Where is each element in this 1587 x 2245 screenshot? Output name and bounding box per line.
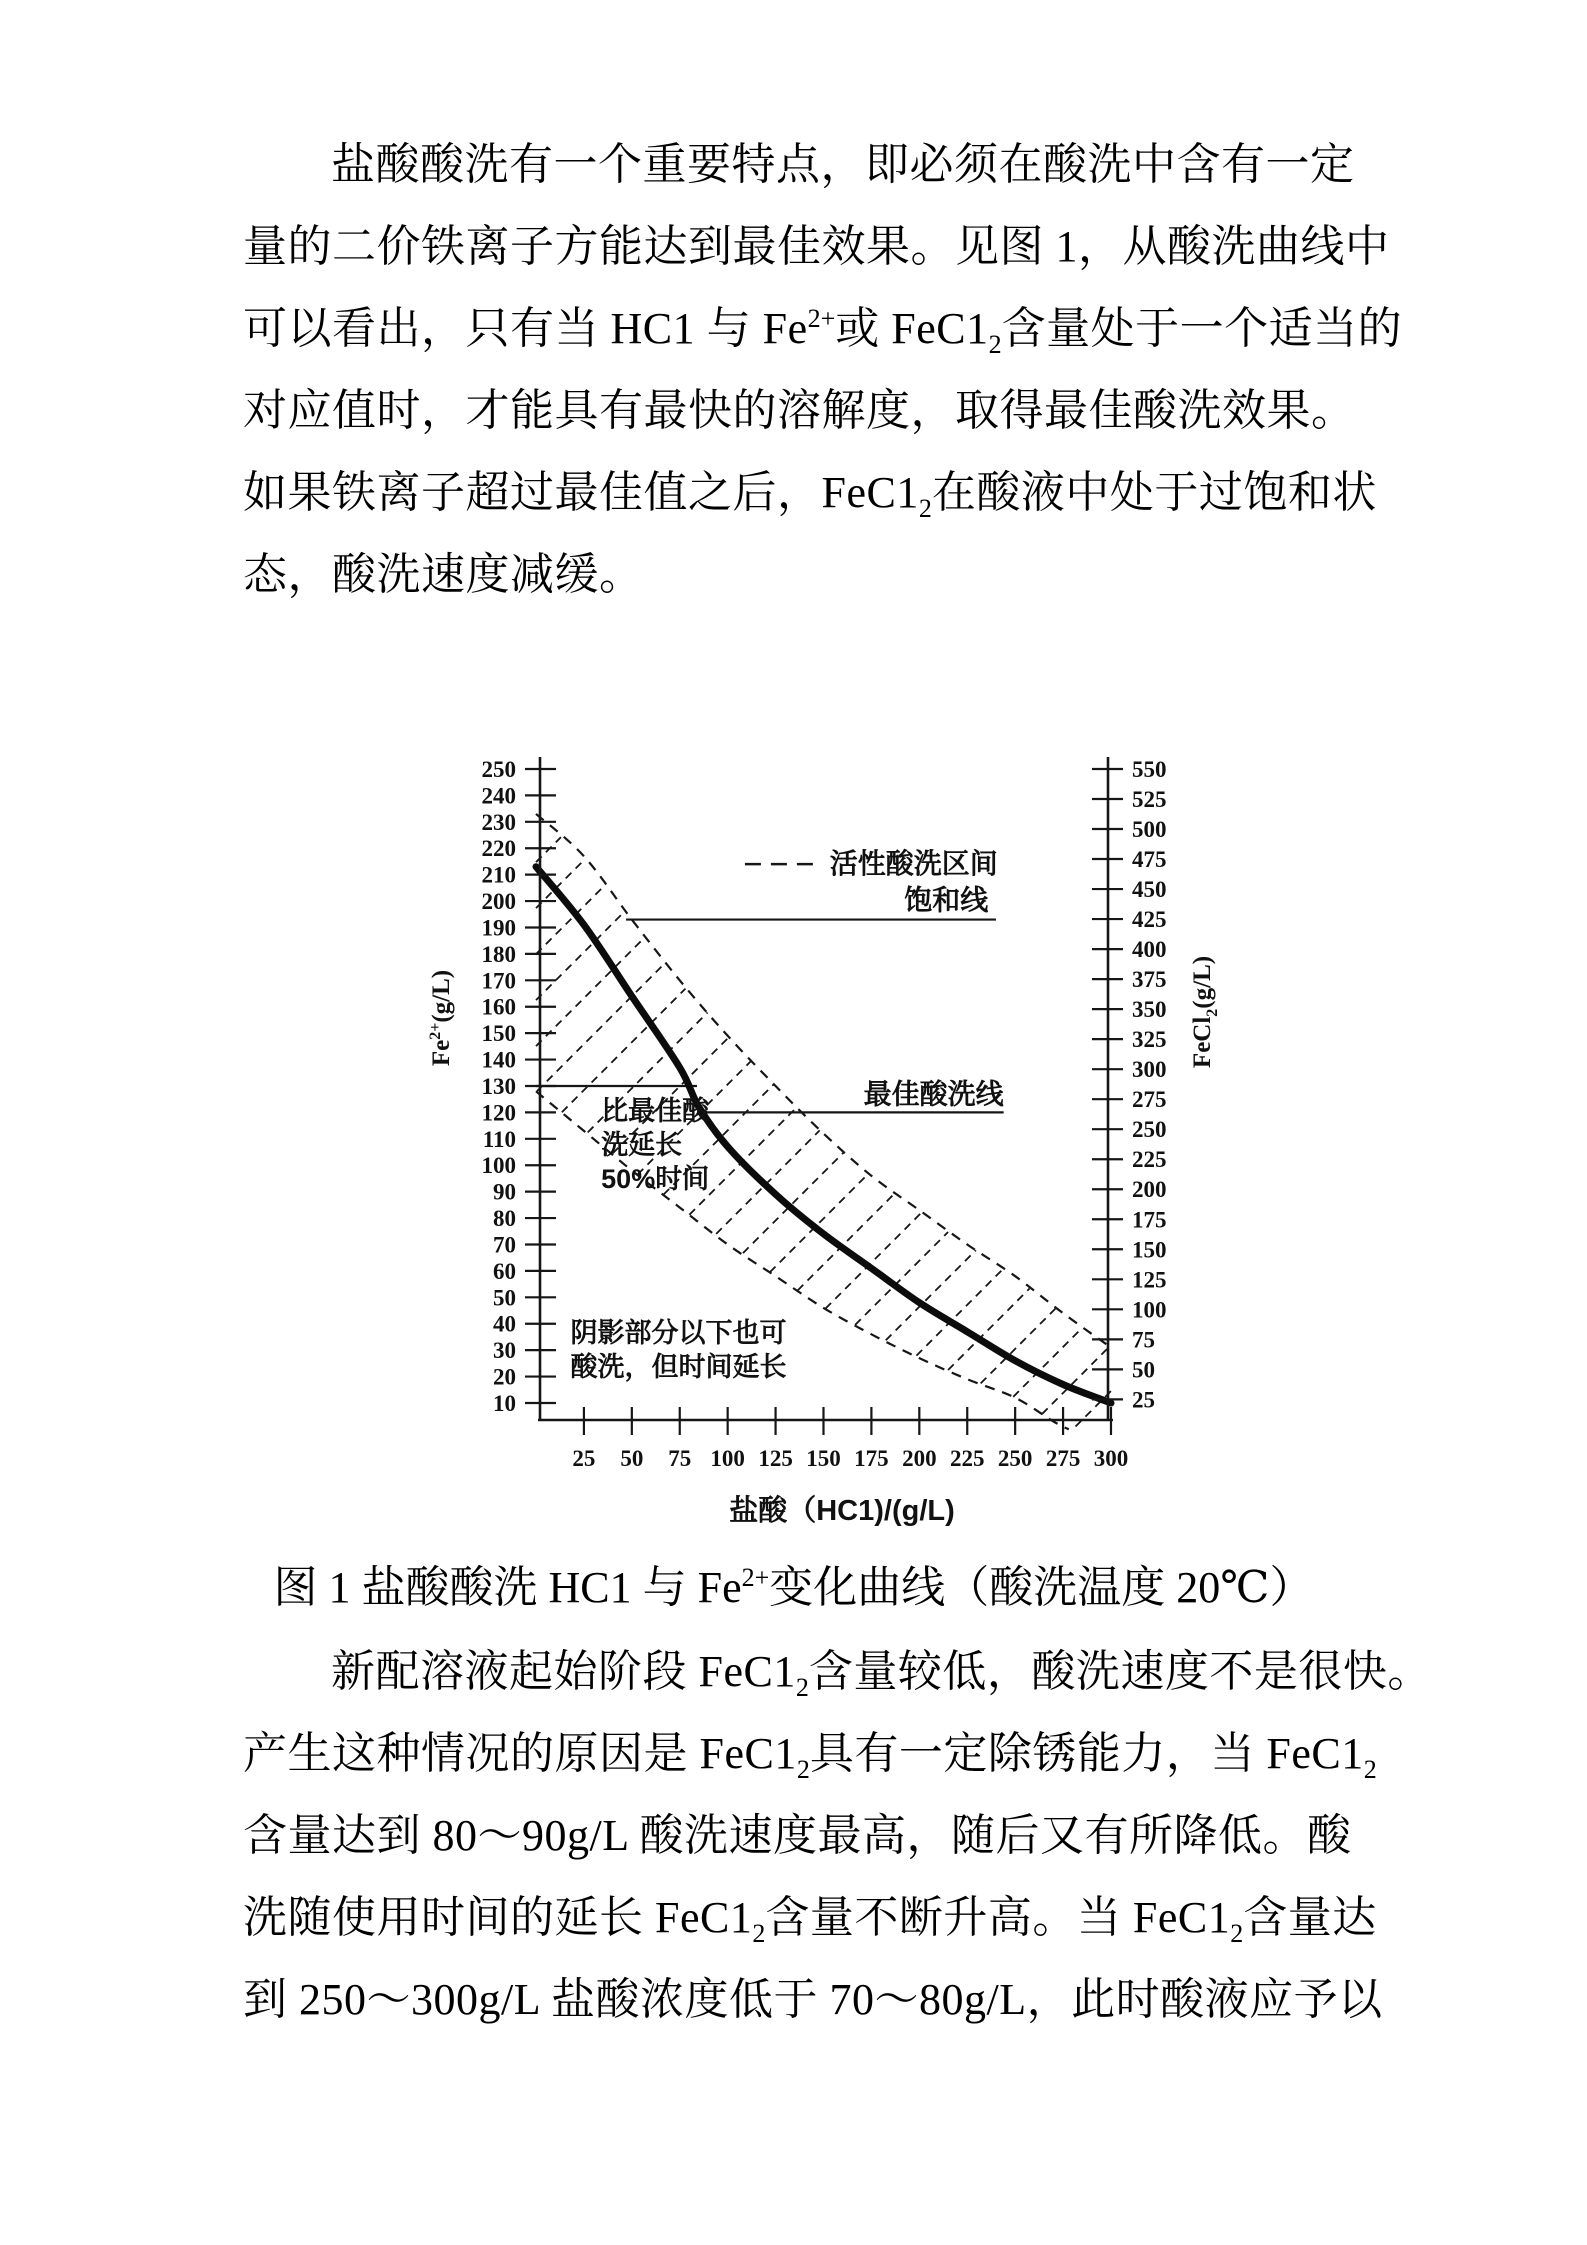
- text-segment: 对应值时，才能具有最快的溶解度，取得最佳酸洗效果。: [243, 386, 1356, 435]
- subscript: 2: [918, 494, 932, 523]
- superscript: 2+: [741, 1563, 770, 1592]
- superscript: 2+: [807, 304, 836, 333]
- y-left-tick-label: 110: [482, 1126, 516, 1152]
- y-left-tick-label: 30: [493, 1338, 516, 1364]
- y-right-tick-label: 325: [1132, 1027, 1167, 1053]
- y-right-tick-label: 75: [1132, 1327, 1155, 1353]
- y-left-tick-label: 220: [481, 836, 516, 862]
- y-left-tick-label: 200: [481, 889, 516, 915]
- y-right-tick-label: 450: [1132, 877, 1167, 903]
- y-left-tick-label: 180: [481, 941, 516, 967]
- y-right-tick-label: 275: [1132, 1087, 1167, 1113]
- y-left-tick-label: 60: [493, 1258, 516, 1284]
- x-tick-label: 300: [1093, 1446, 1129, 1471]
- y-right-tick-label: 500: [1132, 817, 1167, 843]
- text-line: [243, 1795, 1353, 1877]
- subscript: 2: [1230, 1919, 1244, 1948]
- text-line: [243, 206, 1390, 288]
- y-left-tick-label: 120: [481, 1100, 516, 1126]
- y-left-tick-label: 170: [481, 968, 516, 994]
- saturation-line-label: 饱和线: [904, 884, 989, 916]
- legend: [745, 847, 998, 879]
- y-right-tick-label: 150: [1132, 1237, 1167, 1263]
- figure-1: [420, 740, 1232, 1540]
- y-right-tick-label: 550: [1132, 756, 1167, 782]
- y-right-tick-label: 25: [1132, 1387, 1155, 1413]
- x-tick-label: 25: [572, 1446, 596, 1471]
- text-segment: 态，酸洗速度减缓。: [243, 550, 644, 599]
- text-line: [243, 370, 1356, 452]
- y-left-tick-label: 150: [481, 1021, 516, 1047]
- x-axis-title: 盐酸（HC1)/(g/L): [729, 1495, 955, 1527]
- chart-annotation-line: 50%时间: [601, 1163, 710, 1194]
- paragraph-2: [243, 1631, 1432, 2041]
- y-left-tick-label: 130: [481, 1073, 516, 1099]
- text-segment: 含量处于一个适当的: [1001, 304, 1403, 353]
- x-tick-label: 175: [854, 1446, 889, 1471]
- y-right-tick-label: 100: [1132, 1297, 1167, 1323]
- y-axis-right-title: FeCl$_2$(g/L): [1189, 955, 1221, 1069]
- y-left-tick-label: 190: [481, 915, 516, 941]
- subscript: 2: [795, 1673, 809, 1702]
- subscript: 2: [752, 1919, 766, 1948]
- y-right-tick-label: 350: [1132, 997, 1167, 1023]
- y-left-tick-label: 10: [493, 1390, 516, 1416]
- reference-lines: [536, 885, 1005, 1113]
- figure-1-chart: [420, 740, 1232, 1540]
- y-left-tick-label: 100: [481, 1153, 516, 1179]
- subscript: 2: [796, 1755, 810, 1784]
- text-line: [243, 1713, 1377, 1795]
- text-segment: 或 FeC1: [835, 304, 989, 353]
- x-tick-label: 125: [758, 1446, 793, 1471]
- y-right-tick-label: 400: [1132, 937, 1167, 963]
- text-segment: 产生这种情况的原因是 FeC1: [243, 1729, 797, 1778]
- y-right-tick-label: 250: [1132, 1117, 1167, 1143]
- text-line: [243, 124, 1353, 206]
- y-right-tick-label: 525: [1132, 786, 1167, 812]
- figure-caption: [170, 1547, 1417, 1629]
- subscript: 2: [988, 330, 1002, 359]
- y-left-tick-label: 90: [493, 1179, 516, 1205]
- text-line: [243, 1631, 1432, 1713]
- text-segment: 具有一定除锈能力，当 FeC1: [809, 1729, 1364, 1778]
- paragraph-1: [243, 124, 1403, 616]
- y-left-tick-label: 240: [481, 783, 516, 809]
- text-segment: 盐酸酸洗有一个重要特点，即必须在酸洗中含有一定: [331, 140, 1355, 189]
- text-segment: 在酸液中处于过饱和状: [931, 468, 1377, 517]
- y-left-tick-label: 50: [493, 1285, 516, 1311]
- text-line: [243, 1877, 1377, 1959]
- x-tick-label: 200: [902, 1446, 937, 1471]
- chart-annotation-line: 阴影部分以下也可: [570, 1317, 787, 1348]
- subscript: 2: [1363, 1755, 1377, 1784]
- text-segment: 量的二价铁离子方能达到最佳效果。见图 1，从酸洗曲线中: [243, 222, 1390, 271]
- y-right-tick-label: 425: [1132, 907, 1167, 933]
- chart-annotation-line: 比最佳酸: [601, 1095, 710, 1126]
- y-left-tick-label: 250: [481, 756, 516, 782]
- y-left-tick-label: 80: [493, 1206, 516, 1232]
- y-left-tick-label: 160: [481, 994, 516, 1020]
- text-segment: 图 1 盐酸酸洗 HC1 与 Fe: [273, 1563, 742, 1612]
- y-left-tick-label: 210: [481, 862, 516, 888]
- text-line: [243, 288, 1403, 370]
- x-tick-label: 150: [806, 1446, 841, 1471]
- text-line: [243, 1959, 1383, 2041]
- text-segment: 含量不断升高。当 FeC1: [765, 1893, 1231, 1942]
- text-segment: 变化曲线（酸洗温度 20℃）: [769, 1563, 1314, 1612]
- optimal-line-label: 最佳酸洗线: [863, 1078, 1004, 1110]
- y-right-tick-label: 175: [1132, 1207, 1167, 1233]
- axis-titles: [427, 956, 1221, 1527]
- chart-annotations: [570, 1095, 786, 1383]
- y-left-tick-label: 70: [493, 1232, 516, 1258]
- y-left-tick-label: 40: [493, 1311, 516, 1337]
- text-segment: 新配溶液起始阶段 FeC1: [331, 1647, 796, 1696]
- y-right-tick-label: 300: [1132, 1057, 1167, 1083]
- text-line: [243, 534, 1353, 616]
- y-axis-left-title: $Fe^{2+}(g/L)$: [427, 969, 455, 1067]
- y-right-tick-label: 125: [1132, 1267, 1167, 1293]
- text-line: [243, 452, 1377, 534]
- x-tick-label: 50: [620, 1446, 644, 1471]
- legend-label: 活性酸洗区间: [829, 848, 998, 880]
- text-segment: 如果铁离子超过最佳值之后，FeC1: [243, 468, 919, 517]
- y-left-tick-label: 20: [493, 1364, 516, 1390]
- y-right-tick-label: 50: [1132, 1357, 1155, 1383]
- text-segment: 含量较低，酸洗速度不是很快。: [808, 1647, 1432, 1696]
- chart-annotation-line: 酸洗，但时间延长: [570, 1351, 787, 1382]
- band-upper-boundary: [536, 814, 1111, 1348]
- chart-annotation-line: 洗延长: [601, 1129, 683, 1160]
- text-segment: 到 250～300g/L 盐酸浓度低于 70～80g/L，此时酸液应予以: [243, 1975, 1383, 2024]
- text-segment: 含量达到 80～90g/L 酸洗速度最高，随后又有所降低。酸: [243, 1811, 1352, 1860]
- x-tick-label: 250: [997, 1446, 1033, 1471]
- y-right-tick-label: 200: [1132, 1177, 1167, 1203]
- y-right-tick-label: 225: [1132, 1147, 1167, 1173]
- y-left-tick-label: 140: [481, 1047, 516, 1073]
- x-tick-label: 225: [949, 1446, 985, 1471]
- text-segment: 可以看出，只有当 HC1 与 Fe: [243, 304, 808, 353]
- y-left-tick-label: 230: [481, 809, 516, 835]
- y-right-tick-label: 375: [1132, 967, 1167, 993]
- text-segment: 洗随使用时间的延长 FeC1: [243, 1893, 753, 1942]
- x-tick-label: 275: [1045, 1446, 1081, 1471]
- x-tick-label: 100: [710, 1446, 745, 1471]
- x-tick-label: 75: [668, 1446, 692, 1471]
- y-right-tick-label: 475: [1132, 847, 1167, 873]
- text-segment: 含量达: [1243, 1893, 1377, 1942]
